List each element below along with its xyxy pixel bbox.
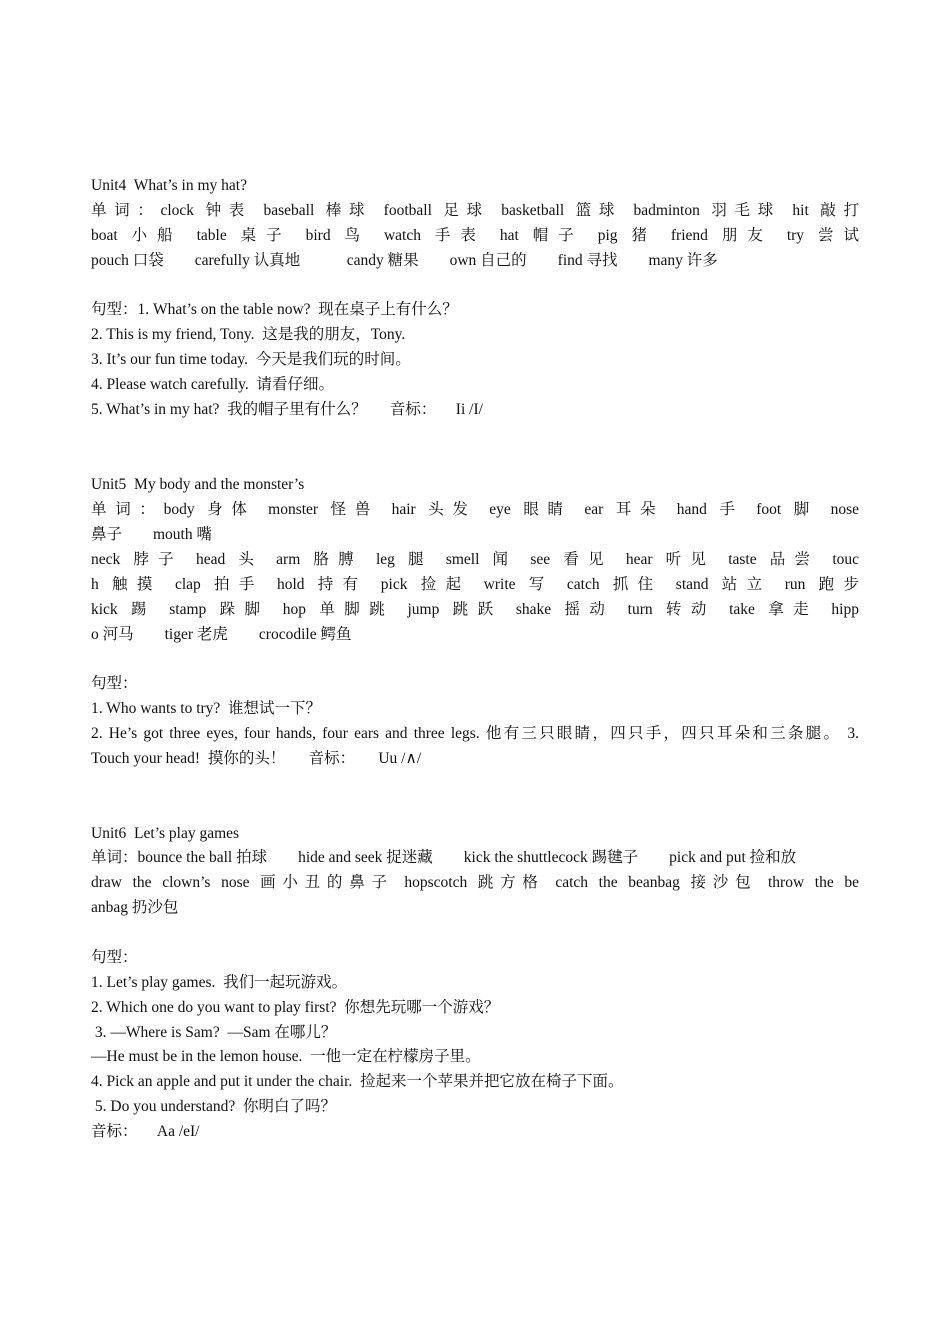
unit5-vocab-line: kick 踢 stamp 跺脚 hop 单脚跳 jump 跳跃 shake 摇动 turn 转动 take 拿走 hipp — [91, 601, 859, 618]
unit4-vocab-line: 单词：clock 钟表 baseball 棒球 football 足球 basketball 篮球 badminton 羽毛球 hit 敲打 — [91, 202, 859, 219]
unit4-vocab-line: pouch 口袋 carefully 认真地 candy 糖果 own 自己的 find 寻找 many 许多 — [91, 252, 718, 269]
unit6-sentence-2: 2. Which one do you want to play first? 你想先玩哪一个游戏？ — [91, 999, 500, 1016]
unit6-vocab-line: draw the clown’s nose 画小丑的鼻子 hopscotch 跳方格 catch the beanbag 接沙包 throw the be — [91, 874, 859, 891]
unit5-vocab-line: 鼻子 mouth 嘴 — [91, 526, 212, 543]
unit6-sentence-1: 1. Let’s play games. 我们一起玩游戏。 — [91, 974, 348, 991]
unit4-title: Unit4 What’s in my hat? — [91, 177, 247, 194]
unit6-sentence-6: 5. Do you understand? 你明白了吗？ — [91, 1098, 336, 1115]
unit4-sentence-label: 句型： — [91, 301, 138, 318]
unit4-sentence-2: 2. This is my friend, Tony. 这是我的朋友，Tony. — [91, 326, 406, 343]
unit5-sentence-3: Touch your head! 摸你的头！ 音标： Uu /∧/ — [91, 750, 422, 767]
unit4-sentence-3: 3. It’s our fun time today. 今天是我们玩的时间。 — [91, 351, 411, 368]
unit4-vocab-line: boat 小船 table 桌子 bird 鸟 watch 手表 hat 帽子 pig 猪 friend 朋友 try 尝试 — [91, 227, 859, 244]
unit6-title: Unit6 Let’s play games — [91, 825, 240, 842]
unit5-sentence-1: 1. Who wants to try? 谁想试一下？ — [91, 700, 322, 717]
unit5-vocab-line: o 河马 tiger 老虎 crocodile 鳄鱼 — [91, 626, 352, 643]
unit5-vocab-line: 单词：body 身体 monster 怪兽 hair 头发 eye 眼睛 ear 耳朵 hand 手 foot 脚 nose — [91, 501, 859, 518]
unit6-sentence-4: —He must be in the lemon house. 一他一定在柠檬房子里。 — [91, 1048, 481, 1065]
unit6-phonetics: 音标： Aa /eI/ — [91, 1123, 200, 1140]
unit6-vocab-line: anbag 扔沙包 — [91, 899, 179, 916]
unit4-sentence-1: 句型：1. What’s on the table now? 现在桌子上有什么？ — [91, 301, 458, 318]
unit5-title: Unit5 My body and the monster’s — [91, 476, 305, 493]
unit6-vocab-line: 单词：bounce the ball 拍球 hide and seek 捉迷藏 kick the shuttlecock 踢毽子 pick and put 捡和放 — [91, 849, 797, 866]
unit5-vocab-line: h 触摸 clap 拍手 hold 持有 pick 捡起 write 写 catch 抓住 stand 站立 run 跑步 — [91, 576, 859, 593]
unit5-sentence-label: 句型： — [91, 675, 138, 692]
unit5-sentence-2: 2. He’s got three eyes, four hands, four ears and three legs. 他有三只眼睛，四只手，四只耳朵和三条腿。 3. — [91, 725, 859, 742]
unit6-sentence-3: 3. —Where is Sam? —Sam 在哪儿？ — [91, 1024, 337, 1041]
unit4-sentence-5: 5. What’s in my hat? 我的帽子里有什么？ 音标： Ii /I/ — [91, 401, 483, 418]
unit5-vocab-line: neck 脖子 head 头 arm 胳膊 leg 腿 smell 闻 see 看见 hear 听见 taste 品尝 touc — [91, 551, 859, 568]
unit4-sentence-4: 4. Please watch carefully. 请看仔细。 — [91, 376, 335, 393]
unit6-sentence-5: 4. Pick an apple and put it under the chair. 捡起来一个苹果并把它放在椅子下面。 — [91, 1073, 624, 1090]
unit6-sentence-label: 句型： — [91, 949, 138, 966]
